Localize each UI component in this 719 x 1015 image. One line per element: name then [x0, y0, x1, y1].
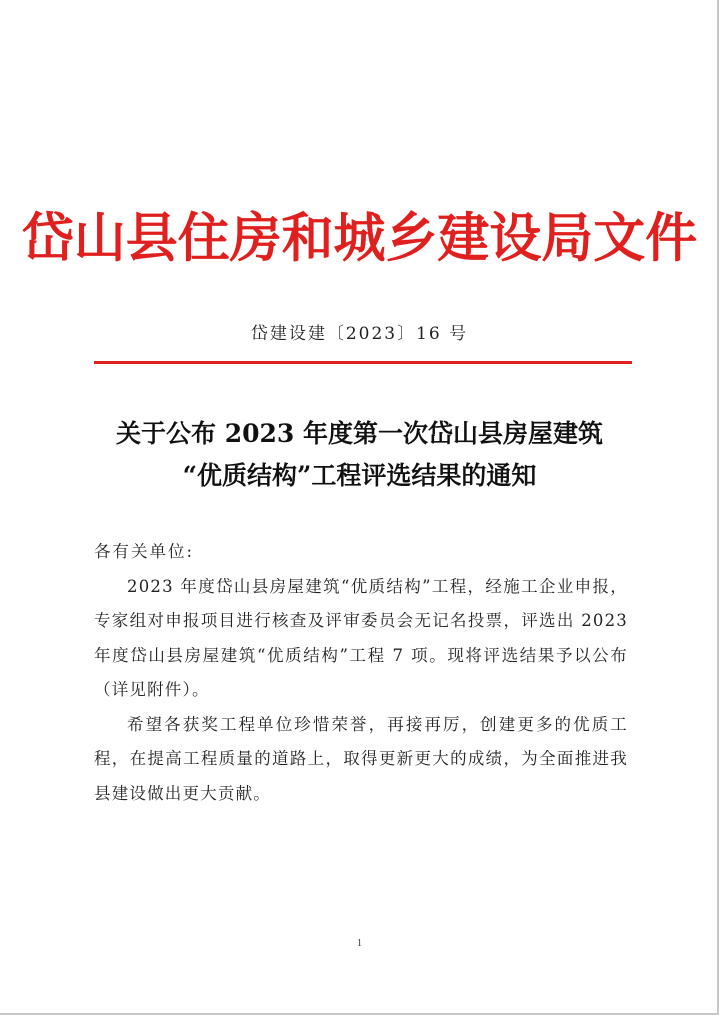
- issuing-authority-header: 岱山县住房和城乡建设局文件: [21, 207, 698, 269]
- notice-title: [0, 413, 719, 497]
- salutation: 各有关单位:: [94, 542, 195, 561]
- page-number: 1: [357, 938, 362, 949]
- document-number: 岱建设建〔2023〕16 号: [250, 324, 469, 344]
- notice-title-line-1: 关于公布 2023 年度第一次岱山县房屋建筑: [116, 419, 603, 448]
- body-paragraph-1: 2023 年度岱山县房屋建筑“优质结构”工程，经施工企业申报，专家组对申报项目进行核查及评审委员会无记名投票，评选出 2023 年度岱山县房屋建筑“优质结构”工程 7 项。现将评选结果予以公布（详见附件）。: [94, 576, 628, 699]
- body-paragraph-2: 希望各获奖工程单位珍惜荣誉，再接再厉，创建更多的优质工程，在提高工程质量的道路上，取得更新更大的成绩，为全面推进我县建设做出更大贡献。: [94, 714, 628, 803]
- notice-body: [94, 535, 628, 811]
- red-divider-line: [94, 361, 632, 364]
- notice-title-line-2: “优质结构”工程评选结果的通知: [182, 461, 537, 490]
